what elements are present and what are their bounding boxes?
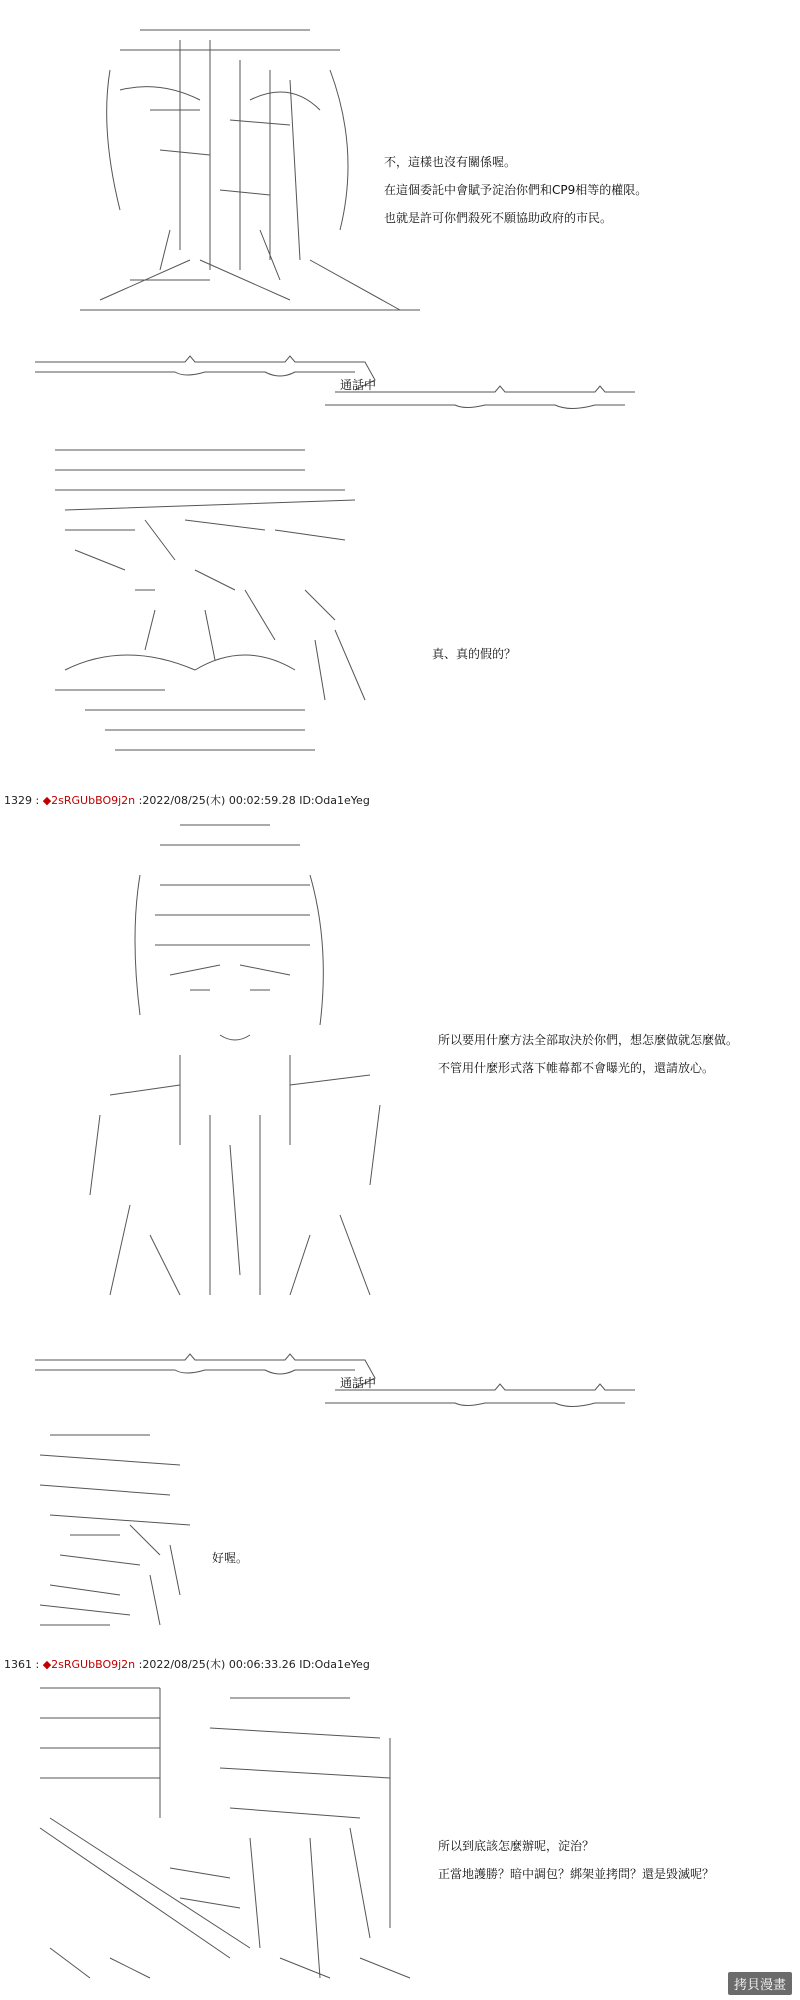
dialogue-panel-4 [212,1544,248,1572]
phone-divider-2 [35,1348,635,1418]
dialogue-line: 所以要用什麼方法全部取決於你們，想怎麼做就怎麼做。 [438,1033,739,1047]
ascii-art-figure-4 [30,1425,230,1635]
ascii-art-figure-1 [60,10,430,330]
dialogue-line: 好喔。 [212,1551,249,1565]
ascii-art-figure-5 [30,1678,430,1988]
call-status-label: 通話中 [340,1376,377,1390]
post-number: 1329 [4,794,32,807]
post-datetime: :2022/08/25(木) 00:06:33.26 ID:Oda1eYeg [138,1658,370,1671]
dialogue-panel-1 [384,148,647,232]
dialogue-line: 在這個委託中會賦予淀治你們和CP9相等的權限。 [384,183,648,197]
call-status-label: 通話中 [340,378,377,392]
post-header: 1361 : ◆2sRGUbBO9j2n :2022/08/25(木) 00:06:33.26 ID:Oda1eYeg [4,1658,370,1671]
dialogue-line: 不，這樣也沒有關係喔。 [384,155,517,169]
ascii-art-figure-3 [70,815,420,1315]
phone-divider-1 [35,350,635,420]
post-header: 1329 : ◆2sRGUbBO9j2n :2022/08/25(木) 00:02:59.28 ID:Oda1eYeg [4,794,370,807]
dialogue-panel-5 [438,1832,714,1888]
ascii-art-figure-2 [45,440,375,770]
dialogue-line: 正當地護勝？暗中調包？綁架並拷問？還是毀滅呢？ [438,1867,715,1881]
poster-trip[interactable]: ◆2sRGUbBO9j2n [42,1658,136,1671]
dialogue-line: 所以到底該怎麼辦呢，淀治？ [438,1839,595,1853]
dialogue-line: 不管用什麼形式落下帷幕都不會曝光的，還請放心。 [438,1061,715,1075]
dialogue-line: 也就是許可你們殺死不願協助政府的市民。 [384,211,613,225]
dialogue-panel-3 [438,1026,738,1082]
dialogue-panel-2 [432,640,516,668]
post-datetime: :2022/08/25(木) 00:02:59.28 ID:Oda1eYeg [138,794,370,807]
post-number: 1361 [4,1658,32,1671]
poster-trip[interactable]: ◆2sRGUbBO9j2n [42,794,136,807]
dialogue-line: 真、真的假的？ [432,647,517,661]
site-watermark: 拷貝漫畫 [728,1972,792,1995]
